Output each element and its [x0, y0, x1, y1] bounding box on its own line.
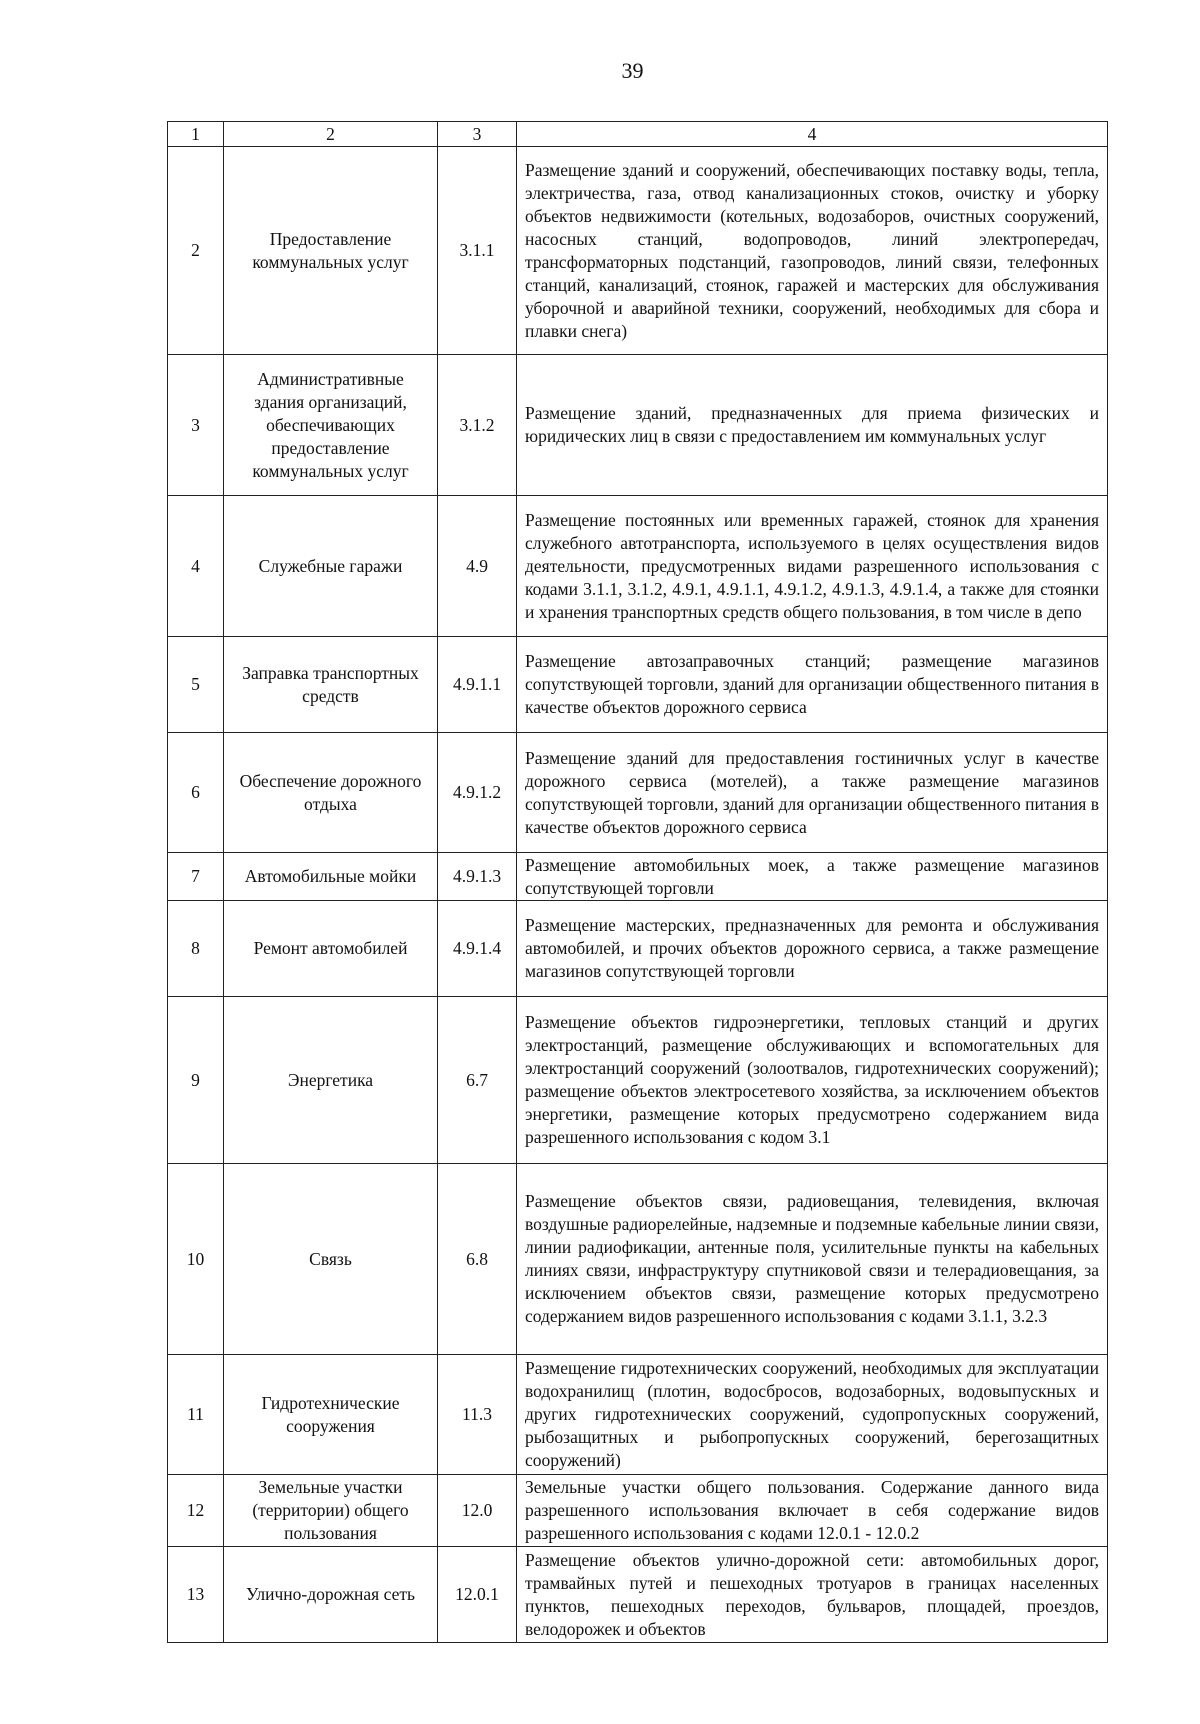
use-type-code: 12.0	[438, 1475, 517, 1547]
use-type-description: Размещение зданий, предназначенных для приема физических и юридических лиц в связи с предоставлением им коммунальных услуг	[517, 355, 1108, 496]
use-type-description: Размещение зданий и сооружений, обеспечивающих поставку воды, тепла, электричества, газа, отвод канализационных стоков, очистку и уборку объектов недвижимости (котельных, водозаборов, очистных сооружений, насосных станций, водопроводов, линий электропередач, трансформаторных подстанций, газопроводов, линий связи, телефонных станций, канализаций, стоянок, гаражей и мастерских для обслуживания уборочной и аварийной техники, сооружений, необходимых для сбора и плавки снега)	[517, 147, 1108, 355]
table-row	[168, 901, 1108, 997]
use-type-description: Размещение автомобильных моек, а также размещение магазинов сопутствующей торговли	[517, 853, 1108, 901]
page-number: 39	[621, 58, 644, 83]
row-number: 11	[168, 1355, 224, 1475]
use-type-code: 4.9	[438, 496, 517, 637]
use-type-code: 4.9.1.3	[438, 853, 517, 901]
use-type-description: Размещение гидротехнических сооружений, необходимых для эксплуатации водохранилищ (плотин, водосбросов, водозаборных, водовыпускных и других гидротехнических сооружений, судопропускных сооружений, рыбозащитных и рыбопропускных сооружений, берегозащитных сооружений)	[517, 1355, 1108, 1475]
use-type-code: 3.1.2	[438, 355, 517, 496]
use-type-description: Размещение объектов связи, радиовещания, телевидения, включая воздушные радиорелейные, надземные и подземные кабельные линии связи, линии радиофикации, антенные поля, усилительные пункты на кабельных линиях связи, инфраструктуру спутниковой связи и телерадиовещания, за исключением объектов связи, размещение которых предусмотрено содержанием видов разрешенного использования с кодами 3.1.1, 3.2.3	[517, 1164, 1108, 1355]
use-type-name: Гидротехнические сооружения	[224, 1355, 438, 1475]
table-row	[168, 496, 1108, 637]
use-type-name: Обеспечение дорожного отдыха	[224, 733, 438, 853]
row-number: 12	[168, 1475, 224, 1547]
column-number-row	[168, 122, 1108, 147]
row-number: 5	[168, 637, 224, 733]
use-type-code: 4.9.1.4	[438, 901, 517, 997]
column-number-header: 2	[224, 122, 438, 147]
row-number: 6	[168, 733, 224, 853]
use-type-name: Связь	[224, 1164, 438, 1355]
table-row	[168, 1547, 1108, 1643]
use-type-description: Размещение зданий для предоставления гостиничных услуг в качестве дорожного сервиса (мотелей), а также размещение магазинов сопутствующей торговли, зданий для организации общественного питания в качестве объектов дорожного сервиса	[517, 733, 1108, 853]
column-number-header: 4	[517, 122, 1108, 147]
use-type-name: Автомобильные мойки	[224, 853, 438, 901]
use-type-description: Размещение объектов улично-дорожной сети: автомобильных дорог, трамвайных путей и пешеходных тротуаров в границах населенных пунктов, пешеходных переходов, бульваров, площадей, проездов, велодорожек и объектов	[517, 1547, 1108, 1643]
use-type-description: Размещение мастерских, предназначенных для ремонта и обслуживания автомобилей, и прочих объектов дорожного сервиса, а также размещение магазинов сопутствующей торговли	[517, 901, 1108, 997]
row-number: 10	[168, 1164, 224, 1355]
table-row	[168, 1164, 1108, 1355]
use-type-description: Размещение постоянных или временных гаражей, стоянок для хранения служебного автотранспорта, используемого в целях осуществления видов деятельности, предусмотренных видами разрешенного использования с кодами 3.1.1, 3.1.2, 4.9.1, 4.9.1.1, 4.9.1.2, 4.9.1.3, 4.9.1.4, а также для стоянки и хранения транспортных средств общего пользования, в том числе в депо	[517, 496, 1108, 637]
row-number: 2	[168, 147, 224, 355]
use-type-code: 6.7	[438, 997, 517, 1164]
row-number: 7	[168, 853, 224, 901]
use-type-code: 6.8	[438, 1164, 517, 1355]
use-type-code: 12.0.1	[438, 1547, 517, 1643]
use-type-description: Земельные участки общего пользования. Содержание данного вида разрешенного использования включает в себя содержание видов разрешенного использования с кодами 12.0.1 - 12.0.2	[517, 1475, 1108, 1547]
use-type-name: Заправка транспортных средств	[224, 637, 438, 733]
use-type-name: Административные здания организаций, обеспечивающих предоставление коммунальных услуг	[224, 355, 438, 496]
column-number-header: 3	[438, 122, 517, 147]
table-row	[168, 1355, 1108, 1475]
table-row	[168, 355, 1108, 496]
table-row	[168, 637, 1108, 733]
use-type-name: Улично-дорожная сеть	[224, 1547, 438, 1643]
use-type-code: 4.9.1.2	[438, 733, 517, 853]
table-row	[168, 853, 1108, 901]
use-type-name: Предоставление коммунальных услуг	[224, 147, 438, 355]
row-number: 3	[168, 355, 224, 496]
use-type-code: 4.9.1.1	[438, 637, 517, 733]
use-type-description: Размещение автозаправочных станций; размещение магазинов сопутствующей торговли, зданий для организации общественного питания в качестве объектов дорожного сервиса	[517, 637, 1108, 733]
row-number: 13	[168, 1547, 224, 1643]
use-type-code: 3.1.1	[438, 147, 517, 355]
use-type-code: 11.3	[438, 1355, 517, 1475]
table-row	[168, 733, 1108, 853]
use-type-name: Служебные гаражи	[224, 496, 438, 637]
use-type-name: Ремонт автомобилей	[224, 901, 438, 997]
table-row	[168, 997, 1108, 1164]
table-row	[168, 1475, 1108, 1547]
row-number: 8	[168, 901, 224, 997]
row-number: 4	[168, 496, 224, 637]
row-number: 9	[168, 997, 224, 1164]
table-row	[168, 147, 1108, 355]
column-number-header: 1	[168, 122, 224, 147]
use-type-description: Размещение объектов гидроэнергетики, тепловых станций и других электростанций, размещение обслуживающих и вспомогательных для электростанций сооружений (золоотвалов, гидротехнических сооружений); размещение объектов электросетевого хозяйства, за исключением объектов энергетики, размещение которых предусмотрено содержанием вида разрешенного использования с кодом 3.1	[517, 997, 1108, 1164]
use-type-name: Земельные участки (территории) общего пользования	[224, 1475, 438, 1547]
use-type-name: Энергетика	[224, 997, 438, 1164]
land-use-table	[167, 121, 1108, 1643]
